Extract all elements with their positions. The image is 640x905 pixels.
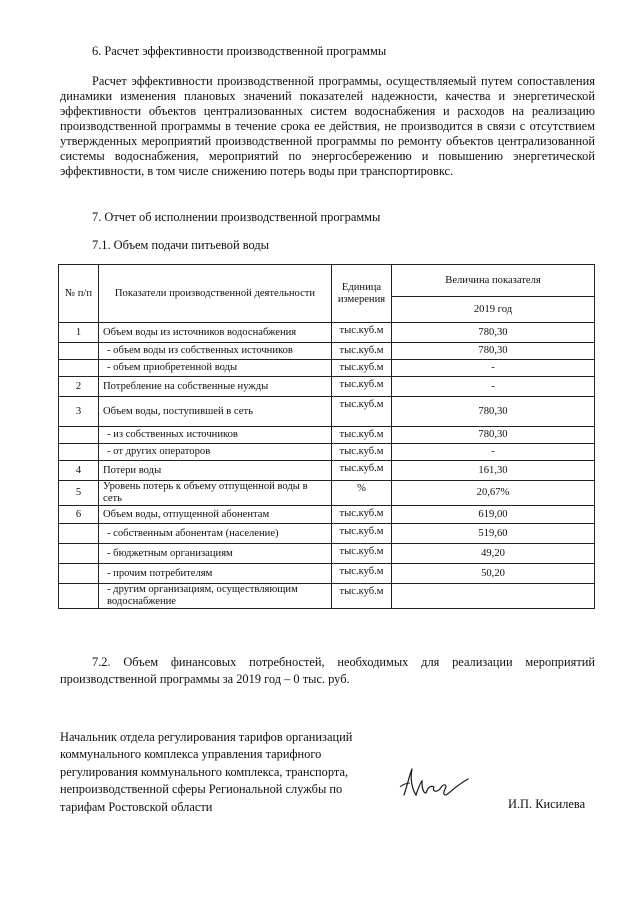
row-unit: тыс.куб.м	[332, 377, 392, 397]
table-row	[59, 544, 595, 564]
row-number: 2	[59, 377, 99, 397]
row-indicator: - собственным абонентам (население)	[99, 524, 332, 544]
row-unit: тыс.куб.м	[332, 427, 392, 444]
header-unit: Единица измерения	[332, 265, 392, 323]
section-7-heading: 7. Отчет об исполнении производственной программы	[92, 210, 381, 224]
row-unit: тыс.куб.м	[332, 343, 392, 360]
table-row	[59, 377, 595, 397]
row-unit: тыс.куб.м	[332, 524, 392, 544]
row-value: 519,60	[392, 524, 595, 544]
row-indicator: Объем воды, отпущенной абонентам	[99, 506, 332, 524]
row-value: -	[392, 377, 595, 397]
table-row	[59, 427, 595, 444]
table-row	[59, 564, 595, 584]
table-row	[59, 461, 595, 481]
row-indicator: - бюджетным организациям	[99, 544, 332, 564]
row-value: 50,20	[392, 564, 595, 584]
header-year: 2019 год	[392, 297, 595, 323]
table-row	[59, 524, 595, 544]
header-indicators: Показатели производственной деятельности	[99, 265, 332, 323]
row-indicator: - объем воды из собственных источников	[99, 343, 332, 360]
table-row	[59, 360, 595, 377]
row-number: 4	[59, 461, 99, 481]
row-number: 3	[59, 397, 99, 427]
row-unit: тыс.куб.м	[332, 397, 392, 427]
row-indicator: Объем воды из источников водоснабжения	[99, 323, 332, 343]
row-number: 6	[59, 506, 99, 524]
section-7-1-heading: 7.1. Объем подачи питьевой воды	[92, 238, 269, 252]
section-7-2-paragraph: 7.2. Объем финансовых потребностей, необходимых для реализации мероприятий производственной программы за 2019 год – 0 тыс. руб.	[60, 655, 595, 686]
handwritten-signature	[398, 765, 478, 805]
table-row	[59, 584, 595, 609]
row-unit: тыс.куб.м	[332, 544, 392, 564]
row-value: 49,20	[392, 544, 595, 564]
signatory-position: Начальник отдела регулирования тарифов организаций коммунального комплекса управления тарифного регулирования коммунального комплекса, транспорта, непроизводственной сферы Региональной службы по тарифам Ростовской области	[60, 730, 353, 814]
table-row	[59, 506, 595, 524]
row-number: 1	[59, 323, 99, 343]
table-row	[59, 397, 595, 427]
row-unit: тыс.куб.м	[332, 461, 392, 481]
row-indicator: - прочим потребителям	[99, 564, 332, 584]
row-indicator: Уровень потерь к объему отпущенной воды в сеть	[99, 481, 332, 506]
row-unit: тыс.куб.м	[332, 323, 392, 343]
water-supply-table	[58, 264, 595, 609]
row-number	[59, 544, 99, 564]
section-6-paragraph: Расчет эффективности производственной программы, осуществляемый путем сопоставления динамики изменения плановых значений показателей надежности, качества и энергетической эффективности объектов централизованных систем водоснабжения и расходов на реализацию производственной программы в течение срока ее действия, не производится в связи с отсутствием утвержденных мероприятий производственной программы по ремонту объектов централизованной системы водоснабжения, мероприятий по энергосбережению и повышению энергетической эффективности, в том числе снижению потерь воды при транспортировкс.	[60, 74, 595, 178]
row-indicator: - другим организациям, осуществляющим водоснабжение	[99, 584, 332, 609]
table-row	[59, 444, 595, 461]
row-unit: %	[332, 481, 392, 506]
row-number	[59, 360, 99, 377]
table-row	[59, 481, 595, 506]
row-unit: тыс.куб.м	[332, 584, 392, 609]
row-indicator: - из собственных источников	[99, 427, 332, 444]
header-no: № п/п	[59, 265, 99, 323]
row-value: 619,00	[392, 506, 595, 524]
row-unit: тыс.куб.м	[332, 360, 392, 377]
row-number	[59, 524, 99, 544]
row-unit: тыс.куб.м	[332, 564, 392, 584]
row-indicator: - объем приобретенной воды	[99, 360, 332, 377]
row-indicator: Потребление на собственные нужды	[99, 377, 332, 397]
row-number: 5	[59, 481, 99, 506]
row-indicator: Потери воды	[99, 461, 332, 481]
row-indicator: - от других операторов	[99, 444, 332, 461]
row-value: 780,30	[392, 427, 595, 444]
row-value: 780,30	[392, 397, 595, 427]
row-value	[392, 584, 595, 609]
table-row	[59, 343, 595, 360]
row-unit: тыс.куб.м	[332, 444, 392, 461]
row-unit: тыс.куб.м	[332, 506, 392, 524]
row-value: 161,30	[392, 461, 595, 481]
row-value: -	[392, 444, 595, 461]
header-value: Величина показателя	[392, 265, 595, 297]
row-number	[59, 584, 99, 609]
row-value: 20,67%	[392, 481, 595, 506]
row-number	[59, 564, 99, 584]
row-number	[59, 427, 99, 444]
row-number	[59, 444, 99, 461]
table-row	[59, 323, 595, 343]
row-value: -	[392, 360, 595, 377]
section-6-heading: 6. Расчет эффективности производственной программы	[92, 44, 387, 58]
row-number	[59, 343, 99, 360]
row-value: 780,30	[392, 343, 595, 360]
row-indicator: Объем воды, поступившей в сеть	[99, 397, 332, 427]
row-value: 780,30	[392, 323, 595, 343]
signatory-name: И.П. Кисилева	[508, 797, 586, 811]
